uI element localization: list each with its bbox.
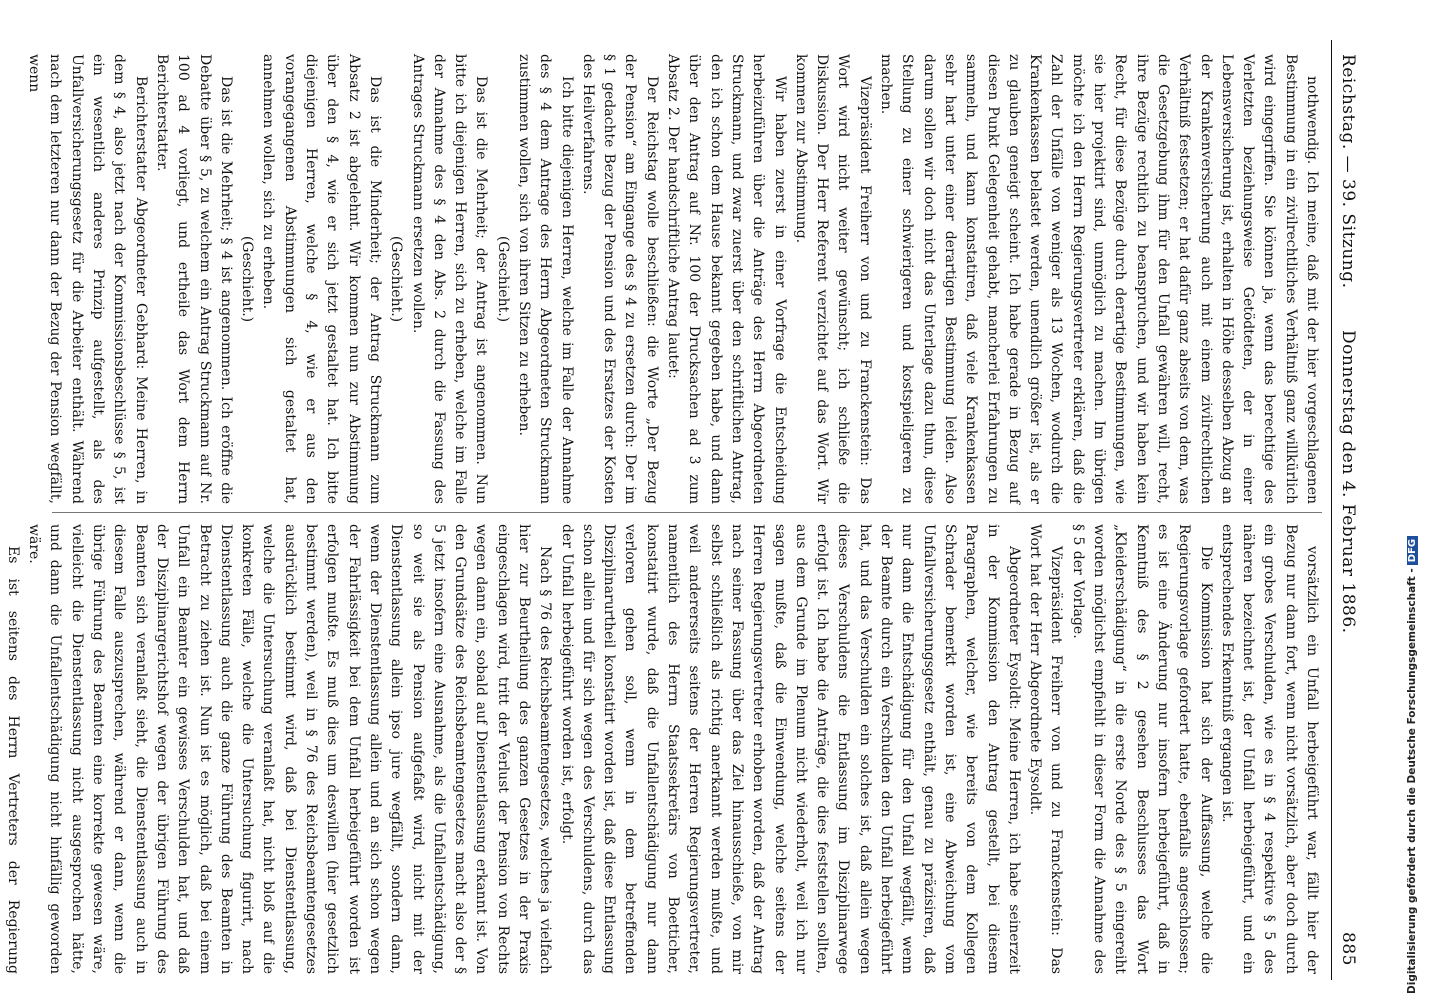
column-divider [52, 512, 1322, 513]
paragraph: Wir haben zuerst in einer Vorfrage die Entscheidung herbeizuführen über die Anträge des Herrn Abgeordneten Struckmann, und zwar zuerst über den schriftlichen Antrag, den ich schon dem Hause bekannt gegeben habe, und dann über den Antrag auf Nr. 100 der Drucksachen ad 3 zum Absatz 2. Der handschriftliche Antrag lautet: [665, 54, 788, 504]
paragraph: Vizepräsident Freiherr von und zu Franckenstein: Das Wort wird nicht weiter gewünscht; ich schließe die Diskussion. Der Herr Referent verzichtet auf das Wort. Wir kommen zur Abstimmung. [792, 54, 873, 504]
paragraph: Nach § 76 des Reichsbeamtengesetzes, welches ja vielfach hier zur Beurtheilung des ganzen Gesetzes in der Praxis eingeschlagen wird, tritt der Verlust der Pension von Rechts wegen dann ein, sobald auf Dienstentlassung erkannt ist. Von den Grundsätze des Reichsbeamtengesetzes macht also der § 5 jetzt insofern eine Ausnahme, als die Unfallentschädigung, so weit sie als Pension aufgefaßt wird, nicht mit der Dienstentlassung allein ipso jure wegfällt, sondern dann, wenn der Dienstentlassung allein und an sich schon wegen der Fahrlässigkeit bei dem Unfall herbeigeführt worden ist erfolgen mußte. Es muß dies um deswillen (hier gesetzlich bestimmt werden), weil in § 76 des Reichsbeamtengesetzes ausdrücklich bestimmt wird, daß bei Dienstentlassung, welche die Untersuchung veranlaßt hat, nicht bloß auf die konkreten Fälle, welche die Untersuchung figurirt, nach Dienstentlassung auch die ganze Führung des Beamten in Betracht zu ziehen ist. Nun ist es möglich, daß bei einem Unfall ein Beamter ein gewisses Verschulden hat, und daß der Disziplinargerichtshof wegen der übrigen Führung des Beamten sich veranlaßt sieht, die Dienstentlassung auch in diesem Falle auszusprechen, während er dann, wenn die übrige Führung des Beamten eine korrekte gewesen wäre, vielleicht die Dienstentlassung nicht ausgesprochen hätte, und dann die Unfallentschädigung nicht hinfällig geworden wäre. [26, 524, 554, 974]
paragraph: (Geschieht.) [388, 235, 405, 323]
digitization-credit [1406, 536, 1418, 994]
paragraph: Das ist die Minderheit; der Antrag Struckmann zum Absatz 2 ist abgelehnt. Wir kommen nun zur Abstimmung über den § 4, wie er sich jetzt gestaltet hat. Ich bitte diejenigen Herren, welche § 4, wie er aus den vorangegangenen Abstimmungen sich gestaltet hat, annehmen wollen, sich zu erheben. [260, 54, 383, 504]
session-title: Reichstag. — 39. Sitzung. [1338, 54, 1358, 289]
paragraph: nothwendig. Ich meine, daß mit der hier vorgeschlagenen Bestimmung in ein zivilrechtliches Verhältniß ganz willkürlich wird eingegriffen. Sie können ja, wenn das berechtige des Verletzten beziehungsweise Getödteten, der in einer Lebensversicherung ist, erhalten in Höhe desselben Abzug an der Krankenversicherung auch mit einem zivilrechtlichen Verhältniß festsetzen; er hat dafür ganz abseits von dem, was die Gesetzgebung ihm für den Unfall gewähren will, recht, ihre Bezüge rechtlich zu beanspruchen, und wir haben kein Recht, für diese Bezüge durch derartige Bestimmungen, wie sie hier projektirt sind, unmöglich zu machen. Im übrigen möchte ich den Herrn Regierungsvertreter erklären, daß die Zahl der Unfälle von weniger als 13 Wochen, wodurch die Krankenkassen belastet werden, unendlich größer ist, als er zu glauben geneigt scheint. Ich habe gerade in Bezug auf diesen Punkt Gelegenheit gehabt, mancherlei Erfahrungen zu sammeln, und kann konstatiren, daß viele Krankenkassen sehr hart unter einer derartigen Bestimmung leiden. Also darum sollen wir doch nicht das Unterlage dazu thun, diese Stellung zu einer schwierigeren und kostspieligeren zu machen. [878, 54, 1320, 504]
paragraph: Vizepräsident Freiherr von und zu Franckenstein: Das Wort hat der Herr Abgeordnete Eysoldt. [1027, 524, 1065, 974]
page-number: 885 [1338, 932, 1358, 966]
paragraph: Der Reichstag wolle beschließen: die Worte „Der Bezug der Pension“ am Eingange des § 4 zu ersetzen durch: Der im § 1 gedachte Bezug der Pension und des Ersatzes der Kosten des Heilverfahrens. [579, 54, 660, 504]
paragraph: Das ist die Mehrheit; der Antrag ist angenommen. Nun bitte ich diejenigen Herren, sich zu erheben, welche im Falle der Annahme des § 4 den Abs. 2 durch die Fassung des Antrages Struckmann ersetzen wollen. [409, 54, 490, 504]
paragraph: vorsätzlich ein Unfall herbeigeführt war, fällt hier der Bezug nur dann fort, wenn nicht vorsätzlich, aber doch durch ein grobes Verschulden, wie es in § 4 respektive § 5 des näheren bezeichnet ist, der Unfall herbeigeführt, und ein entsprechendes Erkenntniß ergangen ist. [1218, 524, 1320, 974]
paragraph: (Geschieht.) [239, 235, 256, 323]
paragraph: Abgeordneter Eysoldt: Meine Herren, ich habe seinerzeit in der Kommission den Antrag gestellt, bei diesem Paragraphen, welcher, wie bereits von dem Kollegen Schrader bemerkt worden ist, eine Abweichung vom Unfallversicherungsgesetz enthält, genau zu präzisiren, daß nur dann die Entschädigung für den Unfall wegfällt, wenn der Beamte durch ein Verschulden den Unfall herbeigeführt hat, und das Verschulden ein solches ist, daß allein wegen dieses Verschuldens die Entlassung im Disziplinarwege erfolgt ist. Ich habe die Anträge, die dies feststellen sollten, aus dem Grunde im Plenum nicht wiederholt, weil ich nur sagen mußte, daß die Einwendung, welche seitens der Herren Regierungsvertreter erhoben worden, daß der Antrag nach seiner Fassung über das Ziel hinausschieße, von mir selbst schließlich als richtig anerkannt werden mußte, und weil andererseits seitens der Herren Regierungsvertreter, namentlich des Herrn Staatssekretärs von Boetticher, konstatirt wurde, daß die Unfallentschädigung nur dann verloren gehen soll, wenn in dem betreffenden Disziplinarurtheil konstatirt worden ist, daß diese Entlassung schon allein und für sich wegen des Verschuldens, durch das der Unfall herbeigeführt worden ist, erfolgt. [558, 524, 1022, 974]
paragraph: Ich bitte diejenigen Herren, welche im Falle der Annahme des § 4 dem Antrage des Herrn Abgeordneten Struckmann zustimmen wollen, sich von ihren Sitzen zu erheben. [516, 54, 575, 504]
paragraph: (Geschieht.) [494, 235, 511, 323]
page-header [1331, 40, 1362, 980]
credit-text: Digitalisierung gefördert durch die Deutsche Forschungsgemeinschaft - [1406, 568, 1418, 994]
paragraph: Das ist die Mehrheit; § 4 ist angenommen. Ich eröffne die Debatte über § 5, zu welchem ein Antrag Struckmann auf Nr. 100 ad 4 vorliegt, und ertheile das Wort dem Herrn Berichterstatter. [153, 54, 234, 504]
paragraph: Die Kommission hat sich der Auffassung, welche die Regierungsvorlage gefordert hatte, ebenfalls angeschlossen; es ist eine Änderung nur insofern herbeigeführt, daß in Kenntniß des § 2 gesehen Beschlusses das Wort „Kleiderschädigung“ in die erste Norde des § 5 eingereiht worden möglichst empfiehlt in dieser Form die Annahme des § 5 der Vorlage. [1069, 524, 1214, 974]
paragraph: Berichterstatter Abgeordneter Gebhard: Meine Herren, in dem § 4, also jetzt nach der Kommissionsbeschlüsse § 5, ist ein wesentlich anderes Prinzip aufgestellt, als des Unfallversicherungsgesetz für die Arbeiter enthält. Während nach dem letzteren nur dann der Bezug der Pension wegfällt, wenn [26, 54, 149, 504]
session-date: Donnerstag den 4. Februar 1886. [1338, 330, 1358, 634]
dfg-logo: DFG [1407, 536, 1418, 565]
text-column-right [4, 524, 1322, 974]
rotated-page [4, 40, 1362, 980]
text-column-left [26, 54, 1322, 504]
paragraph: Es ist seitens des Herrn Vertreters der Regierung [4, 546, 21, 974]
